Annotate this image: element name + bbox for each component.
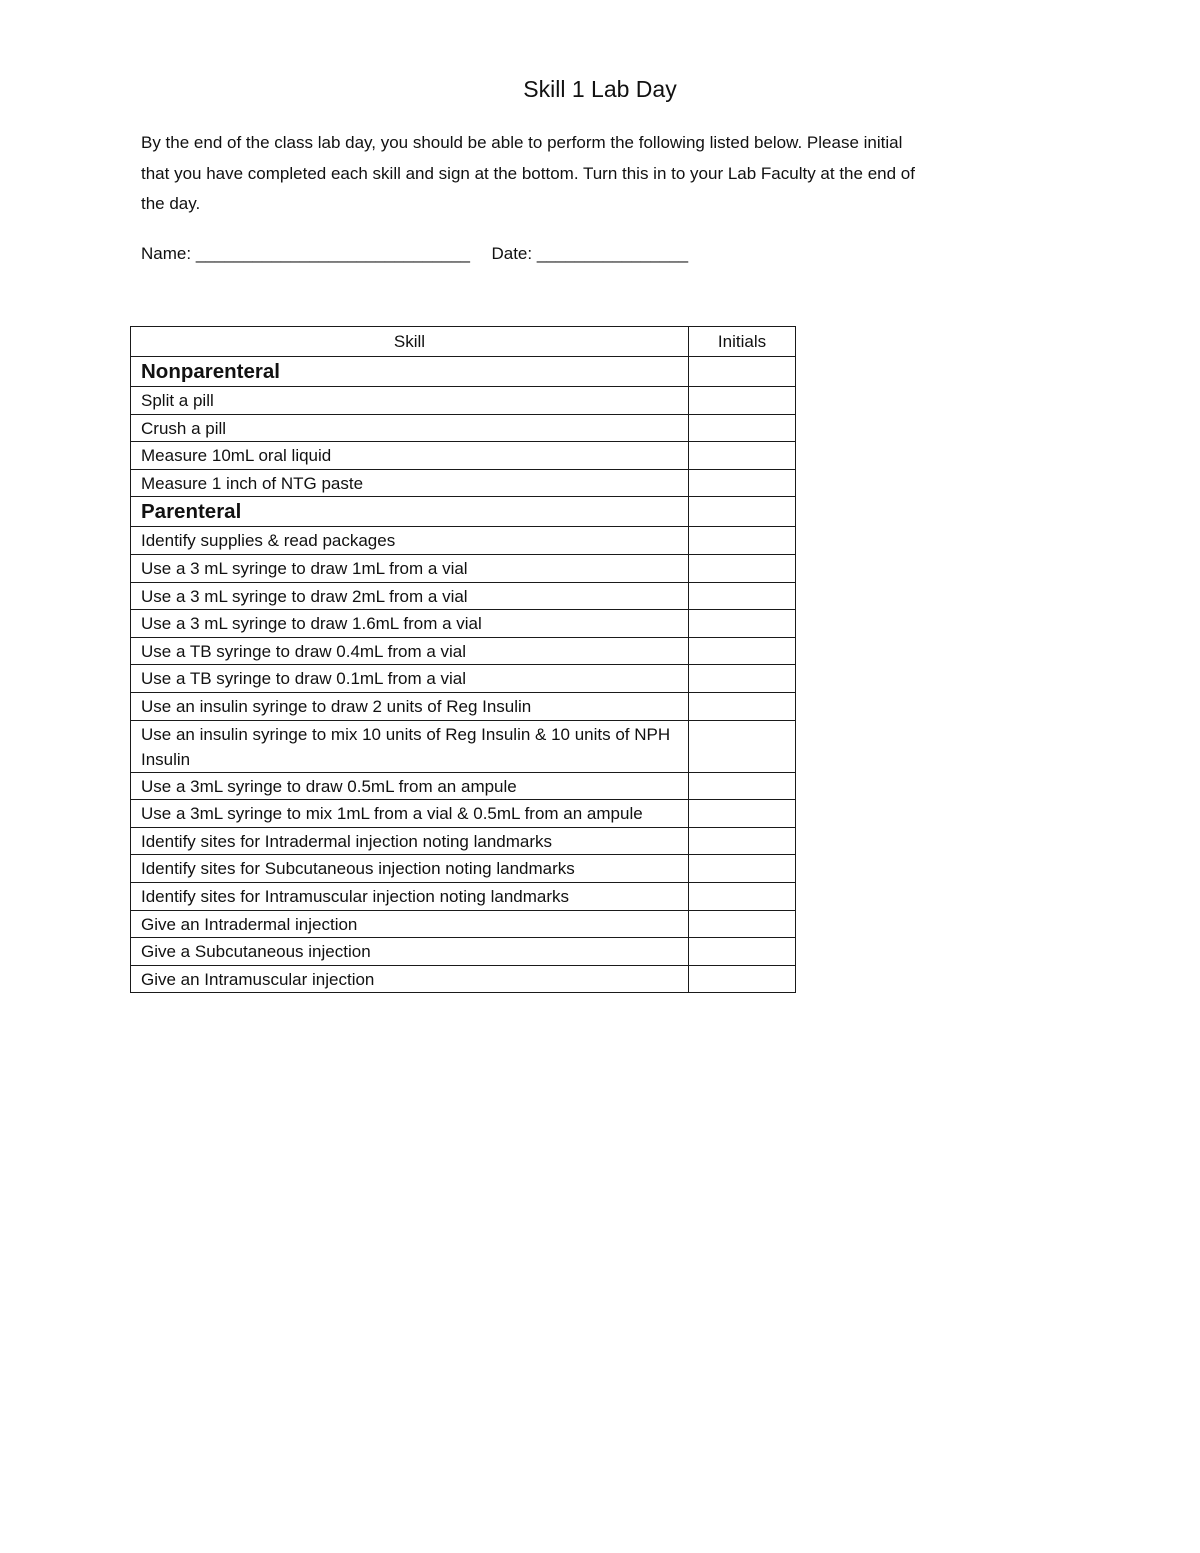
initials-cell[interactable] <box>689 910 796 938</box>
initials-cell[interactable] <box>689 882 796 910</box>
skill-label: Give a Subcutaneous injection <box>131 938 689 966</box>
section-row <box>131 497 796 527</box>
skill-label: Measure 1 inch of NTG paste <box>131 469 689 497</box>
initials-cell[interactable] <box>689 665 796 693</box>
header-skill: Skill <box>131 327 689 357</box>
table-row <box>131 610 796 638</box>
table-row <box>131 582 796 610</box>
table-row <box>131 387 796 415</box>
table-row <box>131 442 796 470</box>
skill-label: Use a TB syringe to draw 0.4mL from a vial <box>131 637 689 665</box>
skill-label: Use a 3 mL syringe to draw 2mL from a vial <box>131 582 689 610</box>
initials-cell[interactable] <box>689 357 796 387</box>
initials-cell[interactable] <box>689 387 796 415</box>
initials-cell[interactable] <box>689 855 796 883</box>
initials-cell[interactable] <box>689 442 796 470</box>
initials-cell[interactable] <box>689 637 796 665</box>
initials-cell[interactable] <box>689 772 796 800</box>
name-blank: _____________________________ <box>195 244 470 263</box>
date-label: Date: <box>491 244 533 263</box>
initials-cell[interactable] <box>689 720 796 772</box>
skills-table-body <box>131 357 796 993</box>
initials-cell[interactable] <box>689 582 796 610</box>
initials-cell[interactable] <box>689 527 796 555</box>
skill-label: Measure 10mL oral liquid <box>131 442 689 470</box>
skill-label: Identify supplies & read packages <box>131 527 689 555</box>
skill-label: Use a 3 mL syringe to draw 1.6mL from a vial <box>131 610 689 638</box>
skill-label: Crush a pill <box>131 414 689 442</box>
table-row <box>131 827 796 855</box>
table-row <box>131 469 796 497</box>
table-row <box>131 938 796 966</box>
skills-checklist-table <box>130 326 796 993</box>
table-row <box>131 800 796 828</box>
table-row <box>131 637 796 665</box>
initials-cell[interactable] <box>689 469 796 497</box>
section-row <box>131 357 796 387</box>
skill-label: Identify sites for Intramuscular injection noting landmarks <box>131 882 689 910</box>
skill-label: Use a 3mL syringe to draw 0.5mL from an ampule <box>131 772 689 800</box>
skill-label: Use an insulin syringe to draw 2 units of Reg Insulin <box>131 692 689 720</box>
header-initials: Initials <box>689 327 796 357</box>
initials-cell[interactable] <box>689 414 796 442</box>
table-row <box>131 855 796 883</box>
table-row <box>131 965 796 993</box>
initials-cell[interactable] <box>689 827 796 855</box>
skill-label: Give an Intramuscular injection <box>131 965 689 993</box>
instructions-paragraph: By the end of the class lab day, you should be able to perform the following listed below. Please initial that you have completed each skill and sign at the bottom. Turn this in to your Lab Faculty at the end of the day. <box>141 133 915 213</box>
initials-cell[interactable] <box>689 938 796 966</box>
table-row <box>131 882 796 910</box>
name-date-row <box>141 240 688 268</box>
table-row <box>131 910 796 938</box>
name-label: Name: <box>141 244 192 263</box>
table-row <box>131 665 796 693</box>
table-row <box>131 692 796 720</box>
initials-cell[interactable] <box>689 692 796 720</box>
skill-label: Give an Intradermal injection <box>131 910 689 938</box>
skill-label: Use an insulin syringe to mix 10 units of Reg Insulin & 10 units of NPH Insulin <box>131 720 689 772</box>
initials-cell[interactable] <box>689 965 796 993</box>
table-row <box>131 720 796 772</box>
skill-label: Use a 3mL syringe to mix 1mL from a vial & 0.5mL from an ampule <box>131 800 689 828</box>
table-row <box>131 414 796 442</box>
table-row <box>131 527 796 555</box>
skill-label: Identify sites for Intradermal injection noting landmarks <box>131 827 689 855</box>
skill-label: Split a pill <box>131 387 689 415</box>
initials-cell[interactable] <box>689 497 796 527</box>
date-blank: ________________ <box>536 244 689 263</box>
table-header-row <box>131 327 796 357</box>
initials-cell[interactable] <box>689 610 796 638</box>
section-heading: Nonparenteral <box>131 357 689 387</box>
section-heading: Parenteral <box>131 497 689 527</box>
initials-cell[interactable] <box>689 554 796 582</box>
initials-cell[interactable] <box>689 800 796 828</box>
table-row <box>131 554 796 582</box>
skill-label: Identify sites for Subcutaneous injection noting landmarks <box>131 855 689 883</box>
skill-label: Use a TB syringe to draw 0.1mL from a vial <box>131 665 689 693</box>
page-title: Skill 1 Lab Day <box>523 76 677 102</box>
skill-label: Use a 3 mL syringe to draw 1mL from a vial <box>131 554 689 582</box>
table-row <box>131 772 796 800</box>
